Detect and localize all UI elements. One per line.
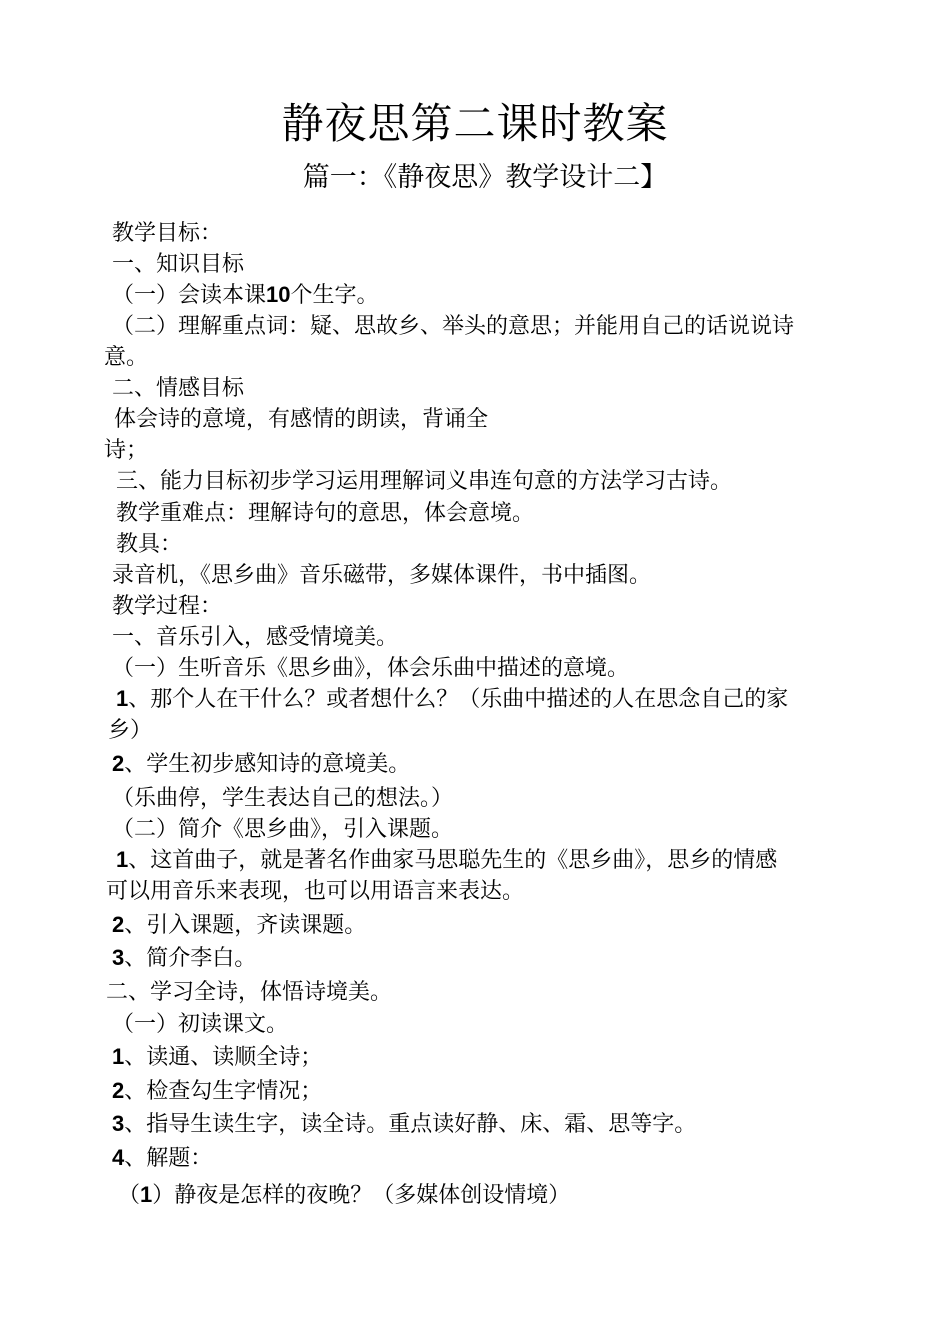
text-line: 一、知识目标 xyxy=(112,252,245,277)
text-line: 2、检查勾生字情况； xyxy=(112,1078,323,1104)
text-line: （一）初读课文。 xyxy=(112,1012,289,1037)
text-line: 教具： xyxy=(116,532,183,557)
text-line: 2、引入课题，齐读课题。 xyxy=(112,912,367,938)
text-line: 录音机，《思乡曲》音乐磁带，多媒体课件，书中插图。 xyxy=(112,563,652,588)
text-line: 诗； xyxy=(104,438,149,463)
text-line: 体会诗的意境，有感情的朗读，背诵全 xyxy=(114,407,489,432)
text-line: （1）静夜是怎样的夜晚？（多媒体创设情境） xyxy=(118,1182,571,1208)
text-line: 1、这首曲子，就是著名作曲家马思聪先生的《思乡曲》，思乡的情感 xyxy=(116,847,778,873)
text-line: 4、解题： xyxy=(112,1145,213,1171)
text-line: 三、能力目标初步学习运用理解词义串连句意的方法学习古诗。 xyxy=(116,469,733,494)
text-line: （二）简介《思乡曲》，引入课题。 xyxy=(112,817,454,842)
text-line: 意。 xyxy=(104,345,149,370)
text-line: （一）会读本课10个生字。 xyxy=(112,282,379,308)
text-line: 乡） xyxy=(108,718,153,743)
document-subtitle: 篇一：《静夜思》教学设计二】 xyxy=(302,162,668,193)
text-line: 1、读通、读顺全诗； xyxy=(112,1044,323,1070)
text-line: 3、简介李白。 xyxy=(112,945,257,971)
text-line: 2、学生初步感知诗的意境美。 xyxy=(112,751,411,777)
document-title: 静夜思第二课时教案 xyxy=(281,99,669,148)
text-line: （乐曲停，学生表达自己的想法。） xyxy=(112,786,454,811)
text-line: 1、那个人在干什么？或者想什么？（乐曲中描述的人在思念自己的家 xyxy=(116,686,789,712)
text-line: 教学重难点：理解诗句的意思，体会意境。 xyxy=(116,501,535,526)
text-line: 教学过程： xyxy=(112,594,223,619)
text-line: 教学目标： xyxy=(112,221,223,246)
text-line: （二）理解重点词：疑、思故乡、举头的意思；并能用自己的话说说诗 xyxy=(112,314,795,339)
text-line: 二、情感目标 xyxy=(112,376,245,401)
text-line: 3、指导生读生字，读全诗。重点读好静、床、霜、思等字。 xyxy=(112,1111,697,1137)
text-line: 二、学习全诗，体悟诗境美。 xyxy=(106,980,393,1005)
text-line: 一、音乐引入，感受情境美。 xyxy=(112,625,399,650)
text-line: 可以用音乐来表现，也可以用语言来表达。 xyxy=(106,879,525,904)
text-line: （一）生听音乐《思乡曲》，体会乐曲中描述的意境。 xyxy=(112,656,630,681)
